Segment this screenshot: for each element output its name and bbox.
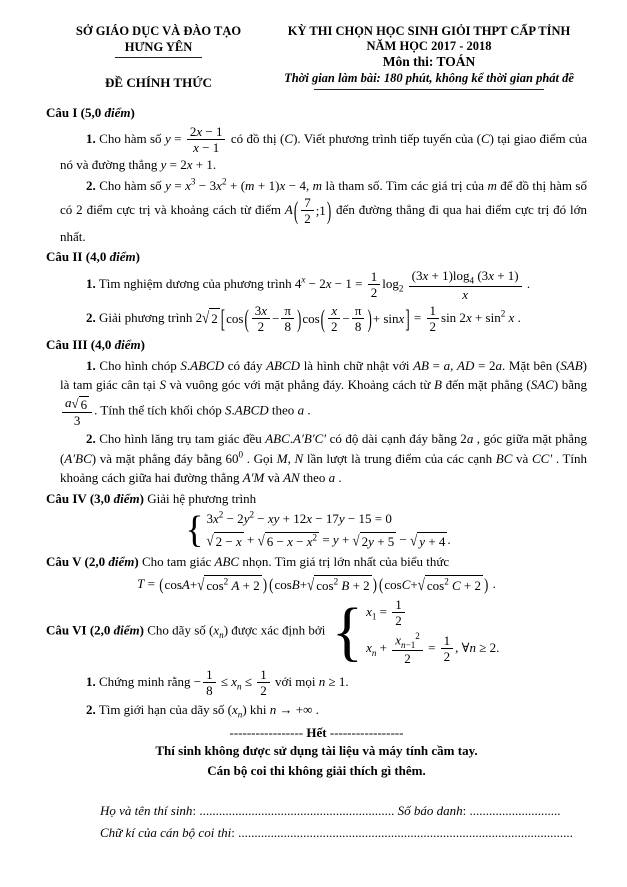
bold-text: Câu VI (2,0 <box>46 622 114 638</box>
bold-text: ) <box>134 554 139 570</box>
open-delimiter: [ <box>220 303 226 334</box>
bold-text: ) <box>139 622 145 638</box>
italic-text: ABC <box>214 554 240 570</box>
cau-6-part-2: 2. Tìm giới hạn của dãy số $(x_n)$ khi n → +∞ . <box>86 701 319 720</box>
cau-5-formula: T = ( cos A + √ $\cos^2 A + 2$ ) ( cos B + √ $\cos^2 B + 2$ ) ( cos C + √ $\cos^2 C + 2$ ) . <box>46 574 587 595</box>
italic-text: B <box>291 577 300 593</box>
italic-text: a <box>443 357 451 373</box>
italic-text: x <box>279 177 286 193</box>
radicand: $\cos^2 A + 2$ <box>204 575 261 596</box>
italic-text: y <box>160 157 167 173</box>
italic-text: y <box>243 511 250 527</box>
subscript <box>238 709 243 719</box>
bold-text: Câu III (4,0 <box>46 337 115 353</box>
cau-1-part-1: 1. Cho hàm số y = $\frac{2x - 1}{x - 1}$ có đồ thị (C). Viết phương trình tiếp tuyến của (C) tại giao điểm của nó và đường thẳng y = 2x + 1. <box>60 123 587 173</box>
signature-row-1: Họ và tên thí sinh: ............................................................ Số báo danh: ............................ <box>100 803 561 819</box>
fraction <box>281 303 294 335</box>
open-delimiter: ( <box>320 303 326 334</box>
italic-text: x <box>366 603 372 619</box>
subscript <box>372 647 377 657</box>
italic-text: S <box>159 377 166 393</box>
italic-text: Họ và tên thí sinh <box>100 803 193 819</box>
italic-text: y <box>338 511 345 527</box>
square-root <box>307 575 372 596</box>
bold-text: ) <box>130 105 135 120</box>
superscript: 2 <box>500 308 506 319</box>
subscript: 4 <box>469 275 475 286</box>
bold-text: 1. <box>86 673 96 689</box>
equation-system: { $x_1$ = $\frac{1}{2}$ $x_n$ + $\frac{x_{n-1}^2}{2}$ = $\frac{1}{2}$ , ∀n ≥ 2. <box>331 595 500 668</box>
superscript: 2 <box>249 510 255 521</box>
radical-sign: √ <box>307 574 315 594</box>
italic-text: C <box>452 577 461 593</box>
fraction <box>409 268 522 302</box>
fraction-numerator <box>328 303 340 319</box>
header-divider <box>314 89 544 90</box>
italic-text: B <box>341 577 350 593</box>
bold-text: 2. <box>86 431 96 447</box>
italic-text: ABCD <box>234 402 269 418</box>
italic-text: A <box>231 577 240 593</box>
group-content: cos A + √ $\cos^2 A + 2$ <box>165 575 262 596</box>
fraction <box>427 303 440 335</box>
italic-text: m <box>245 177 255 193</box>
italic-text: m <box>487 177 497 193</box>
fraction-numerator: $(3x + 1)\log_4$ (3x + 1) <box>409 268 522 287</box>
square-root <box>207 532 244 551</box>
superscript: 3 <box>190 176 196 187</box>
fraction-denominator: 2 <box>260 683 267 699</box>
close-delimiter: ) <box>326 195 332 226</box>
bold-text: 1. <box>86 130 96 146</box>
square-root <box>353 532 397 551</box>
italic-text: x <box>213 622 220 638</box>
exam-note-1: Thí sinh không được sử dụng tài liệu và máy tính cầm tay. <box>155 743 478 759</box>
radical-sign: √ <box>410 531 418 549</box>
bracketed-group <box>220 303 411 335</box>
bold-italic-text: điểm <box>114 337 141 353</box>
fraction-denominator <box>459 287 471 302</box>
italic-text: x <box>306 511 313 527</box>
bold-italic-text: điểm <box>104 105 131 120</box>
italic-text: y <box>164 130 171 146</box>
italic-text: m <box>312 177 323 193</box>
italic-text: n <box>401 639 406 650</box>
italic-text: x <box>213 511 219 527</box>
fraction <box>392 597 405 629</box>
fraction-numerator: 3x <box>252 303 270 319</box>
italic-text: N <box>294 450 304 466</box>
fraction-denominator: 8 <box>206 683 213 699</box>
superscript: 0 <box>238 449 244 460</box>
open-delimiter: ( <box>269 574 274 595</box>
italic-text: Số báo danh <box>397 803 463 819</box>
cau-5-heading: Câu V (2,0 điểm) Cho tam giác ABC nhọn. Tìm giá trị lớn nhất của biểu thức <box>46 554 450 570</box>
cau-3-heading <box>46 335 587 355</box>
italic-text: A′B′C′ <box>293 431 327 447</box>
bold-text: Câu IV (3,0 <box>46 490 114 506</box>
header-left-column <box>46 24 271 91</box>
square-root <box>410 532 447 551</box>
square-root <box>258 532 319 551</box>
system-rows <box>363 597 499 666</box>
italic-text: x <box>306 533 313 549</box>
square-root <box>197 575 262 596</box>
bold-text: Câu I (5,0 <box>46 105 105 120</box>
system-row: $3x^2 - 2y^2$ − xy + 12x − 17y − 15 = 0 <box>206 510 392 527</box>
exam-body <box>46 103 587 719</box>
cau-2-part-2: 2. Giải phương trình 2 √ 2 [ cos ( $\frac{3x}{2}$ − $\frac{\pi}{8}$ ) cos ( $\frac{x}{2}$ − $\frac{\pi}{8}$ ) + sin x ] = $\frac{1}{2}$ $\sin 2x + \sin^2 x$ . <box>60 303 587 335</box>
italic-text: SAC <box>530 377 554 393</box>
italic-text: x <box>366 639 372 655</box>
radical-sign: √ <box>202 308 210 328</box>
italic-text: y <box>332 532 339 548</box>
bold-text: 2. <box>86 701 96 717</box>
subscript: n−1 <box>401 639 416 650</box>
italic-text: A′BC <box>64 450 92 466</box>
bold-italic-text: điểm <box>108 554 135 570</box>
close-delimiter: ) <box>484 574 489 595</box>
italic-text: n <box>269 701 277 717</box>
fraction-denominator: 2 <box>304 211 311 227</box>
italic-text: ABCD <box>266 357 301 373</box>
radical-sign: √ <box>352 531 360 549</box>
group-content: $\frac{x}{2}$ − $\frac{\pi}{8}$ <box>326 303 366 335</box>
italic-text: n <box>237 709 243 720</box>
italic-text: SAB <box>560 357 583 373</box>
italic-text: BC <box>495 450 513 466</box>
fraction-denominator: 2 <box>404 650 411 666</box>
square-root <box>72 396 90 412</box>
bold-italic-text: điểm <box>109 249 136 265</box>
open-delimiter: ( <box>159 574 164 595</box>
italic-text: x <box>395 632 402 648</box>
italic-text: x <box>465 309 472 325</box>
italic-text: xy <box>267 511 280 527</box>
italic-text: S <box>224 402 232 418</box>
radicand: 6 <box>80 396 88 412</box>
radical-sign: √ <box>71 395 79 411</box>
superscript: 2 <box>444 576 449 587</box>
cau-4-heading: Câu IV (3,0 điểm) Giải hệ phương trình <box>46 490 257 506</box>
fraction-denominator: 3 <box>73 413 81 429</box>
fraction-denominator: 2 <box>370 285 378 301</box>
italic-text: AD <box>457 357 475 373</box>
superscript <box>301 274 305 284</box>
fraction-numerator: 1 <box>392 597 405 613</box>
parenthesized-group <box>268 575 378 596</box>
parenthesized-group <box>378 575 489 596</box>
italic-text: x <box>398 310 405 326</box>
radicand: 2 − x <box>215 533 242 549</box>
group-content: $\frac{3x}{2}$ − $\frac{\pi}{8}$ <box>250 303 296 335</box>
group-content: cos ( $\frac{3x}{2}$ − $\frac{\pi}{8}$ ) cos ( $\frac{x}{2}$ − $\frac{\pi}{8}$ ) + sin x <box>226 303 404 335</box>
parenthesized-group <box>320 303 373 335</box>
bold-italic-text: điểm <box>113 490 140 506</box>
italic-text: a <box>328 470 336 486</box>
signature-row-2: Chữ kí của cán bộ coi thi: ....................................................................................................... <box>100 824 573 840</box>
fraction-numerator: 1 <box>368 269 381 285</box>
cau-4-system <box>46 510 587 550</box>
system-row: √ 2 − x + √ $6 - x - x^2$ = y + √ 2y + 5 − √ y + 4 . <box>206 531 451 549</box>
italic-text: x <box>331 302 338 318</box>
italic-text: n <box>469 639 477 655</box>
fraction-denominator: 2 <box>443 649 451 665</box>
fraction <box>187 124 226 156</box>
cau-2-part-1: 1. Tìm nghiệm dương của phương trình $4^x - 2x - 1$ = $\frac{1}{2}$ $\log_2$ $\frac{(3x + 1)\log_4 (3x + 1)}{x}$ . <box>86 267 531 302</box>
radical-sign: √ <box>417 574 425 594</box>
italic-text: n <box>318 673 326 689</box>
system-row: $x_n$ + $\frac{x_{n-1}^2}{2}$ = $\frac{1}{2}$ , ∀n ≥ 2. <box>366 630 500 666</box>
exam-type-label: ĐỀ CHÍNH THỨC <box>105 75 212 90</box>
end-marker: ----------------- Hết ----------------- <box>229 725 404 741</box>
bold-text: 1. <box>86 275 96 291</box>
italic-text: x <box>508 309 515 325</box>
italic-text: n <box>237 681 242 692</box>
italic-text: ABC <box>265 431 290 447</box>
open-delimiter: ( <box>379 574 384 595</box>
header-right-column <box>271 24 587 90</box>
radicand: $\cos^2 B + 2$ <box>314 575 371 596</box>
fraction <box>203 667 216 699</box>
close-delimiter: ) <box>296 303 302 334</box>
fraction-denominator: 2 <box>331 319 338 335</box>
cau-6-part-1: 1. Chứng minh rằng − $\frac{1}{8}$ ≤ $x_n$ ≤ $\frac{1}{2}$ với mọi n ≥ 1. <box>86 667 349 699</box>
equation-system: { $3x^2 - 2y^2$ − xy + 12x − 17y − 15 = 0 √ 2 − x + √ $6 - x - x^2$ = y + √ 2y + 5 − √ y + 4 . <box>185 509 451 552</box>
exam-note-2: Cán bộ coi thi không giải thích gì thêm. <box>207 762 426 778</box>
italic-text: y <box>419 533 426 549</box>
italic-text: x <box>186 157 193 173</box>
fraction <box>252 303 270 335</box>
radical-sign: √ <box>257 531 265 549</box>
fraction-numerator: 7 <box>301 195 314 211</box>
italic-text: ABCD <box>190 357 225 373</box>
italic-text: x <box>261 302 268 318</box>
italic-text: a <box>466 431 474 447</box>
radicand: $6 - x - x^2$ <box>266 532 318 549</box>
department-name: SỞ GIÁO DỤC VÀ ĐÀO TẠO <box>75 24 242 38</box>
italic-text: x <box>462 286 469 302</box>
close-delimiter: ] <box>405 303 410 334</box>
close-delimiter: ) <box>372 574 378 595</box>
italic-text: x <box>236 533 242 549</box>
radicand: 2 <box>209 308 220 329</box>
italic-text: n <box>371 647 377 658</box>
italic-text: AN <box>283 470 300 486</box>
superscript: 2 <box>218 510 224 521</box>
fraction <box>352 303 365 335</box>
fraction <box>301 195 314 227</box>
parenthesized-group <box>158 575 268 596</box>
group-content: $\frac{7}{2}$ ;1 <box>299 195 326 227</box>
italic-text: a <box>65 394 72 410</box>
subscript <box>237 681 242 691</box>
fraction-numerator: 1 <box>427 303 440 319</box>
province-name: HƯNG YÊN <box>115 40 202 58</box>
school-year: NĂM HỌC 2017 - 2018 <box>366 39 492 53</box>
italic-text: B <box>434 377 442 393</box>
italic-text: x <box>488 267 494 283</box>
italic-text: x <box>287 533 293 549</box>
parenthesized-group <box>243 303 302 335</box>
italic-text: CC′ <box>531 450 553 466</box>
system-row: $x_1$ = $\frac{1}{2}$ <box>366 597 499 629</box>
square-root <box>202 308 220 329</box>
exam-title: KỲ THI CHỌN HỌC SINH GIỎI THPT CẤP TỈNH <box>287 24 571 38</box>
superscript: 2 <box>333 576 339 587</box>
fraction-numerator: 1 <box>203 667 216 683</box>
italic-text: x <box>196 123 203 139</box>
system-rows <box>204 510 451 550</box>
radical-sign: √ <box>197 574 205 594</box>
italic-text: T <box>137 575 145 591</box>
fraction-numerator: 1 <box>257 667 270 683</box>
fraction <box>328 303 341 335</box>
bold-text: ) <box>135 249 140 265</box>
italic-text: Chữ kí của cán bộ coi thi <box>100 824 232 840</box>
cau-3-part-2: 2. Cho hình lăng trụ tam giác đều ABC.A′B′C′ có độ dài cạnh đáy bằng 2a , góc giữa mặt phẳng (A′BC) và mặt phẳng đáy bằng $60^0$ . Gọi M, N lần lượt là trung điểm của các cạnh BC và CC′ . Tính khoảng cách giữa hai đường thẳng A′M và AN theo a . <box>60 431 588 486</box>
fraction <box>392 632 423 666</box>
document-header <box>46 24 587 91</box>
duration-line: Thời gian làm bài: 180 phút, không kể thời gian phát đề <box>284 71 574 85</box>
italic-text: C <box>284 130 294 146</box>
italic-text: x <box>193 139 199 155</box>
italic-text: M <box>276 450 288 466</box>
group-content: cos C + √ $\cos^2 C + 2$ <box>384 575 483 596</box>
bold-text: 1. <box>86 357 96 373</box>
fraction-denominator: 8 <box>284 319 291 335</box>
open-delimiter: ( <box>293 195 299 226</box>
fraction-numerator: 1 <box>441 633 454 649</box>
italic-text: x <box>216 177 222 193</box>
fraction <box>62 395 92 429</box>
subscript: 2 <box>398 283 404 294</box>
parenthesized-group <box>293 195 332 227</box>
italic-text: a <box>495 357 503 373</box>
superscript: 2 <box>221 176 227 187</box>
fraction-numerator <box>62 395 92 413</box>
italic-text: x <box>301 274 306 285</box>
italic-text: S <box>180 357 187 373</box>
italic-text: C <box>481 130 490 146</box>
bold-text: 2. <box>86 309 96 325</box>
italic-text: A′M <box>242 470 265 486</box>
cau-3-part-1: 1. Cho hình chóp S.ABCD có đáy ABCD là hình chữ nhật với AB = a, AD = 2a. Mặt bên (SAB) là tam giác cân tại S và vuông góc với mặt phẳng đáy. Khoảng cách từ B đến mặt phẳng (SAC) bằng a √ 6 3 . Tính thể tích khối chóp S.ABCD theo a . <box>60 357 587 429</box>
fraction-denominator: 8 <box>354 319 362 335</box>
bold-text: Câu V (2,0 <box>46 554 109 570</box>
close-delimiter: ) <box>262 574 268 595</box>
cau-2-heading <box>46 247 587 267</box>
fraction-numerator: 2x − 1 <box>187 124 226 140</box>
bold-text: ) <box>140 337 145 353</box>
fraction-denominator: 2 <box>257 319 265 335</box>
fraction-numerator: π <box>352 303 365 319</box>
radicand: y + 4 <box>419 533 446 549</box>
cau-1-heading <box>46 103 587 123</box>
fraction-denominator: x − 1 <box>193 139 220 155</box>
fraction <box>257 667 270 699</box>
italic-text: C <box>401 577 411 593</box>
radicand: 2y + 5 <box>361 533 395 549</box>
italic-text: a <box>297 402 305 418</box>
italic-text: x <box>231 673 238 689</box>
fraction-denominator: 2 <box>395 613 402 629</box>
italic-text: n <box>219 630 224 641</box>
italic-text: x <box>422 267 429 283</box>
superscript: 2 <box>415 630 420 641</box>
italic-text: y <box>165 177 171 193</box>
bold-text: Hết <box>306 725 327 741</box>
bold-text: 2. <box>86 177 96 193</box>
open-delimiter: ( <box>244 303 249 334</box>
italic-text: x <box>325 275 332 291</box>
fraction-denominator: 2 <box>429 319 437 335</box>
fraction <box>368 269 381 301</box>
superscript: 2 <box>223 576 229 587</box>
fraction-numerator <box>392 632 423 651</box>
italic-text: x <box>232 701 238 717</box>
bold-italic-text: điểm <box>113 622 140 638</box>
close-delimiter: ) <box>367 303 372 334</box>
subject-line: Môn thi: TOÁN <box>382 54 476 69</box>
subscript <box>219 630 224 640</box>
italic-text: A <box>284 201 293 217</box>
fraction <box>441 633 454 665</box>
italic-text: A <box>181 577 190 593</box>
fraction-numerator: π <box>281 303 294 319</box>
cau-6-heading: Câu VI (2,0 điểm) Cho dãy số $(x_n)$ được xác định bởi { $x_1$ = $\frac{1}{2}$ $x_n$ + $\frac{x_{n-1}^2}{2}$ = $\frac{1}{2}$ , ∀n ≥ 2. <box>46 595 500 668</box>
superscript: 2 <box>312 532 318 543</box>
group-content: cos B + √ $\cos^2 B + 2$ <box>274 575 371 596</box>
signature-block <box>100 800 587 843</box>
italic-text: x <box>185 177 191 193</box>
cau-1-part-2: 2. Cho hàm số $y = x^3 - 3x^2 + (m + 1)x - 4$, m là tham số. Tìm các giá trị của m để đồ thị hàm số có 2 điểm cực trị và khoảng cách từ điểm A ( $\frac{7}{2}$ ;1 ) đến đường thẳng đi qua hai điểm cực trị đó lớn nhất. <box>60 176 587 244</box>
italic-text: AB <box>413 357 429 373</box>
bold-text: Câu II (4,0 <box>46 249 110 265</box>
bold-text: ) <box>139 490 145 506</box>
subscript: 1 <box>371 611 377 622</box>
radical-sign: √ <box>206 531 214 549</box>
square-root <box>418 575 483 596</box>
radicand: $\cos^2 C + 2$ <box>425 575 483 596</box>
italic-text: y <box>368 533 374 549</box>
